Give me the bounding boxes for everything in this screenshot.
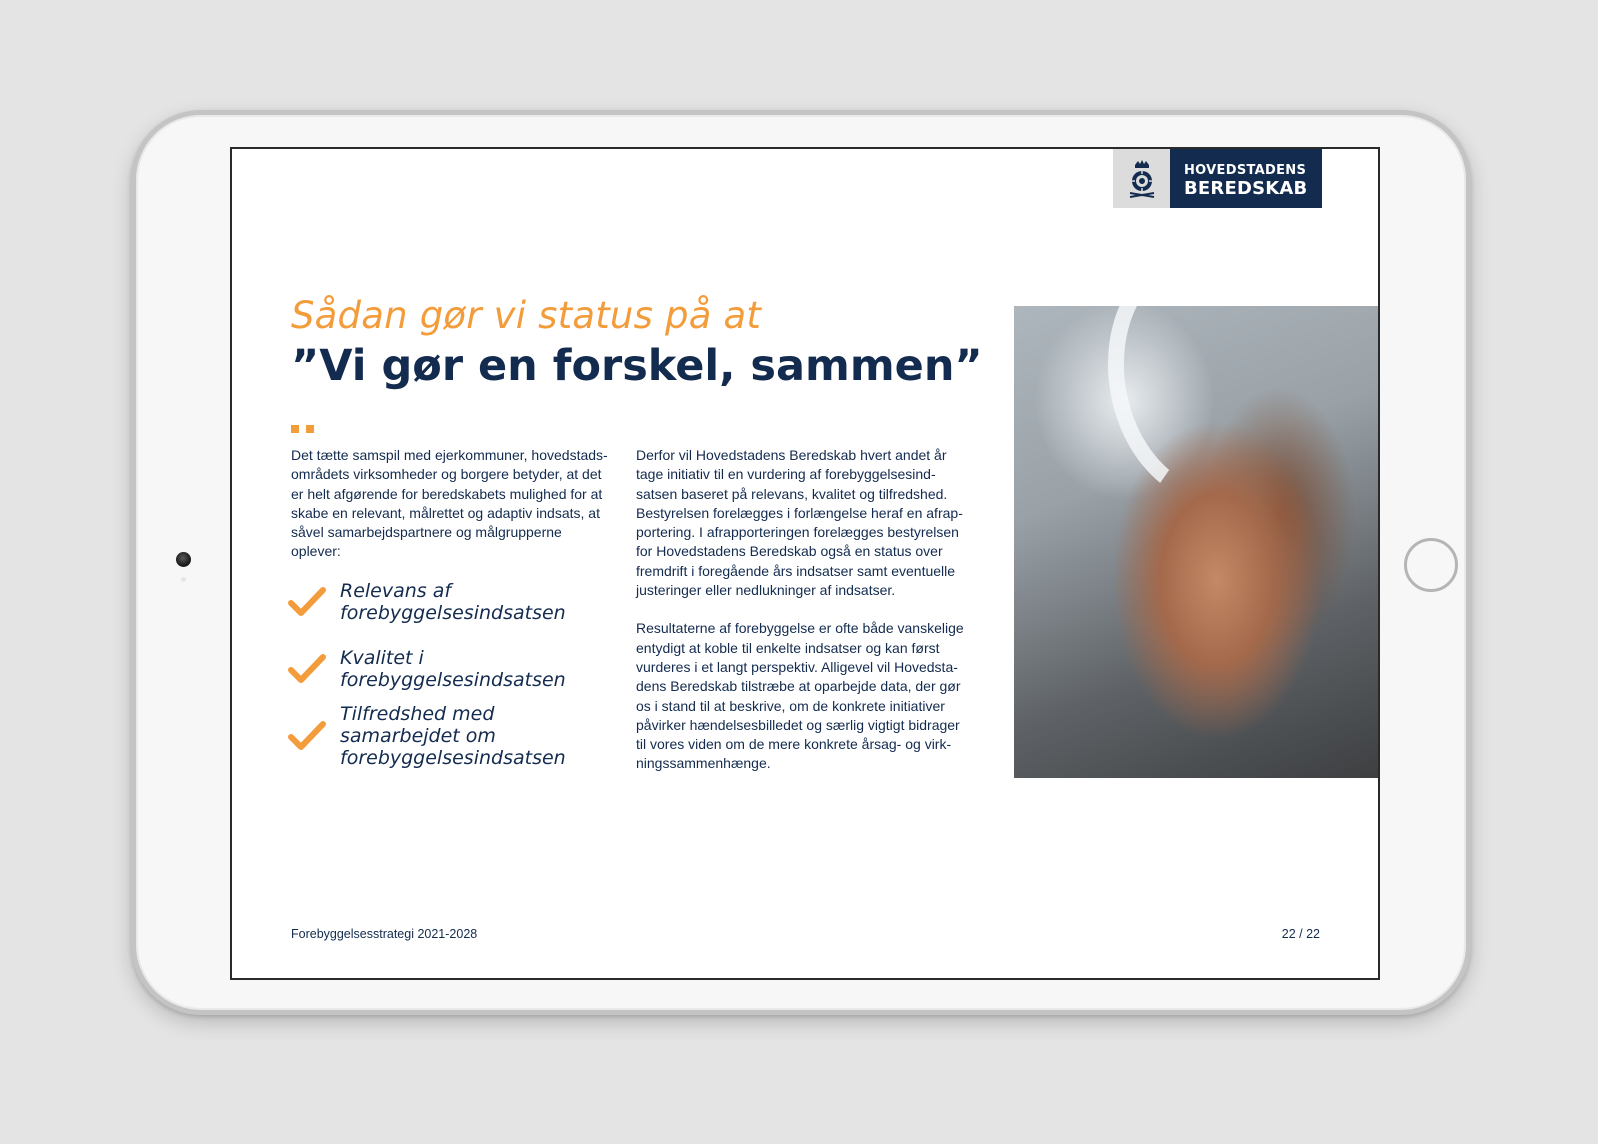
checklist-label: Kvalitet i forebyggelsesindsatsen: [340, 646, 566, 691]
intro-column: [291, 446, 611, 562]
checklist: [288, 579, 618, 780]
intro-paragraph: Det tætte samspil med ejerkommuner, hovedstadsområdets virksomheder og borgere betyder, at det er helt afgørende for beredskabets mulighed for at skabe en relevant, målrettet og adaptiv indsats, at såvel samarbejdspartnere og målgrupperne oplever:: [291, 447, 608, 560]
detail-paragraph-1: Derfor vil Hovedstadens Beredskab hvert andet år tage initiativ til en vurdering af forebyggelsesindsatsen baseret på relevans, kvalitet og tilfredshed. Bestyrelsen forelægges i forlængelse heraf en afrapportering. I afrapporteringen forelægges bestyrelsen for Hovedstadens Beredskab også en status over fremdrift i foregående års indsatser samt eventuelle justeringer eller nedlukninger af indsatser.: [636, 447, 963, 599]
footer-page-number: 22 / 22: [1281, 927, 1320, 941]
logo-wordmark: [1170, 149, 1322, 208]
checkmark-icon: [288, 720, 326, 752]
accent-dots: [291, 425, 314, 433]
logo-line-2: BEREDSKAB: [1184, 178, 1308, 199]
stacked-hands-photo: [1014, 306, 1380, 778]
sensor-dot: [181, 577, 186, 582]
organization-logo: [1113, 149, 1322, 208]
tablet-frame: [131, 110, 1471, 1015]
footer-document-title: Forebyggelsesstrategi 2021-2028: [291, 927, 478, 941]
crest-icon: [1113, 149, 1170, 208]
checkmark-icon: [288, 586, 326, 618]
accent-dot: [306, 425, 314, 433]
checklist-item: [288, 646, 618, 691]
document-page: [230, 147, 1380, 980]
logo-line-1: HOVEDSTADENS: [1184, 163, 1307, 178]
page-subtitle: Sådan gør vi status på at: [291, 294, 762, 337]
checklist-label: Relevans af forebyggelsesindsatsen: [340, 579, 566, 624]
photo-background-arc: [1088, 306, 1330, 521]
detail-column: [636, 446, 966, 774]
checklist-item: [288, 702, 618, 769]
checklist-label: Tilfredshed med samarbejdet om forebyggelsesindsatsen: [340, 702, 566, 769]
checkmark-icon: [288, 653, 326, 685]
accent-dot: [291, 425, 299, 433]
camera-icon: [176, 552, 191, 567]
home-button[interactable]: [1404, 538, 1458, 592]
detail-paragraph-2: Resultaterne af forebyggelse er ofte både vanskelige entydigt at koble til enkelte indsatser og kan først vurderes i et langt perspektiv. Alligevel vil Hovedstadens Beredskab tilstræbe at oparbejde data, der gør os i stand til at beskrive, om de konkrete initiativer påvirker hændelsesbilledet og særlig vigtigt bidrager til vores viden om de mere konkrete årsag- og virkningssammenhænge.: [636, 620, 964, 772]
checklist-item: [288, 579, 618, 624]
page-title: ”Vi gør en forskel, sammen”: [291, 341, 983, 391]
